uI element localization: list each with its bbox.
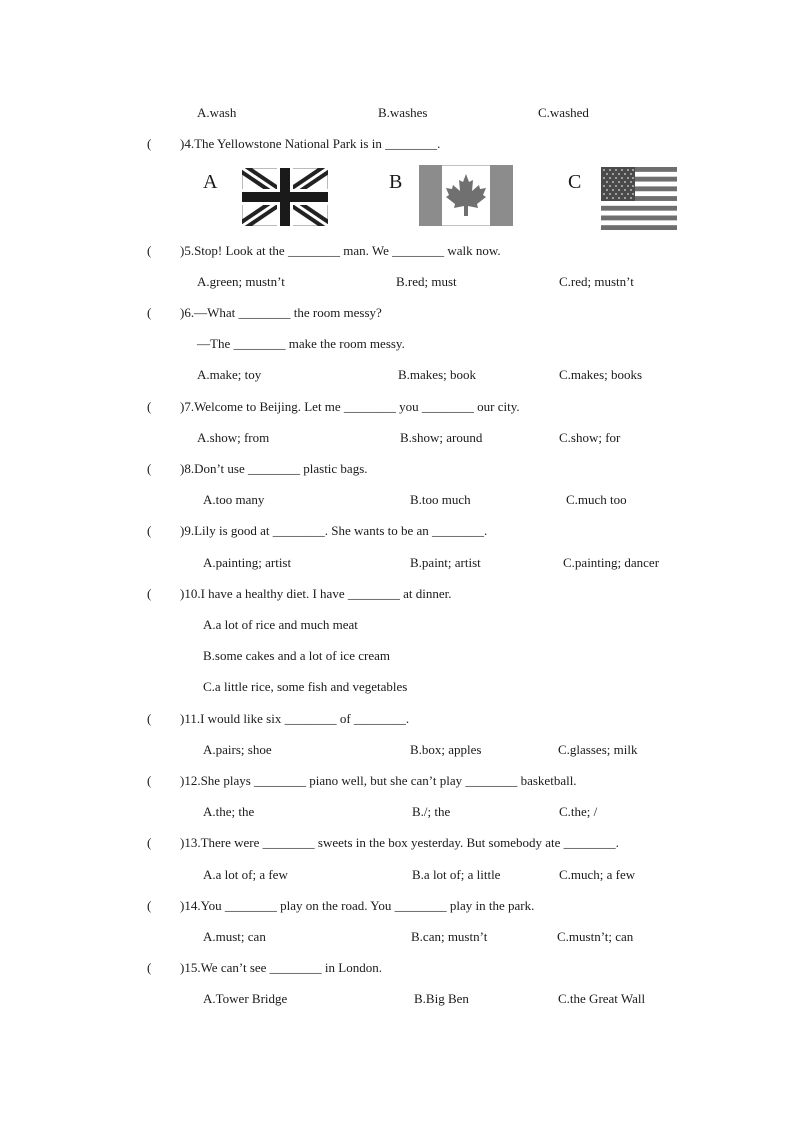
- q5-option-a: A.green; mustn’t: [197, 274, 285, 289]
- q12-answer-bracket: (: [147, 773, 152, 788]
- q14-question: )14.You ________ play on the road. You ________ play in the park.: [180, 898, 535, 913]
- uk-flag-icon: [242, 168, 328, 226]
- q15-question: )15.We can’t see ________ in London.: [180, 960, 382, 975]
- q6-answer-bracket: (: [147, 305, 152, 320]
- q14-option-c: C.mustn’t; can: [557, 929, 634, 944]
- q5-option-c: C.red; mustn’t: [559, 274, 634, 289]
- q4-answer-bracket: (: [147, 136, 152, 151]
- q9-option-b: B.paint; artist: [410, 555, 481, 570]
- q14-option-a: A.must; can: [203, 929, 266, 944]
- q6-option-c: C.makes; books: [559, 367, 643, 382]
- q14-option-b: B.can; mustn’t: [411, 929, 488, 944]
- q11-option-b: B.box; apples: [410, 742, 482, 757]
- q9-question: )9.Lily is good at ________. She wants to be an ________.: [180, 523, 488, 538]
- q7-option-c: C.show; for: [559, 430, 621, 445]
- q14-answer-bracket: (: [147, 898, 152, 913]
- q9-option-a: A.painting; artist: [203, 555, 292, 570]
- q4-question: )4.The Yellowstone National Park is in ________.: [180, 136, 441, 151]
- q12-question: )12.She plays ________ piano well, but she can’t play ________ basketball.: [180, 773, 577, 788]
- q6-question: )6.—What ________ the room messy?: [180, 305, 382, 320]
- q8-question: )8.Don’t use ________ plastic bags.: [180, 461, 368, 476]
- q7-answer-bracket: (: [147, 399, 152, 414]
- q7-option-b: B.show; around: [400, 430, 483, 445]
- q12-option-b: B./; the: [412, 804, 451, 819]
- canada-flag-icon: [419, 165, 513, 226]
- q12-option-c: C.the; /: [559, 804, 598, 819]
- q11-option-c: C.glasses; milk: [558, 742, 638, 757]
- q13-option-c: C.much; a few: [559, 867, 636, 882]
- q8-option-a: A.too many: [203, 492, 265, 507]
- q5-option-b: B.red; must: [396, 274, 457, 289]
- q3-option-b: B.washes: [378, 105, 428, 120]
- q8-answer-bracket: (: [147, 461, 152, 476]
- q13-question: )13.There were ________ sweets in the box yesterday. But somebody ate ________.: [180, 835, 619, 850]
- q12-option-a: A.the; the: [203, 804, 255, 819]
- q4-option-a-label: A: [203, 171, 218, 193]
- q4-option-c-label: C: [568, 171, 582, 193]
- q13-answer-bracket: (: [147, 835, 152, 850]
- q13-option-a: A.a lot of; a few: [203, 867, 288, 882]
- q10-option-b: B.some cakes and a lot of ice cream: [203, 648, 390, 663]
- q11-question: )11.I would like six ________ of ________.: [180, 711, 410, 726]
- q6-question-line2: —The ________ make the room messy.: [197, 336, 405, 351]
- q15-answer-bracket: (: [147, 960, 152, 975]
- q15-option-b: B.Big Ben: [414, 991, 469, 1006]
- q9-answer-bracket: (: [147, 523, 152, 538]
- q11-option-a: A.pairs; shoe: [203, 742, 272, 757]
- q10-answer-bracket: (: [147, 586, 152, 601]
- q6-option-a: A.make; toy: [197, 367, 262, 382]
- q3-option-c: C.washed: [538, 105, 589, 120]
- q7-question: )7.Welcome to Beijing. Let me ________ you ________ our city.: [180, 399, 520, 414]
- q13-option-b: B.a lot of; a little: [412, 867, 501, 882]
- usa-flag-icon: [601, 167, 677, 230]
- q5-answer-bracket: (: [147, 243, 152, 258]
- q8-option-c: C.much too: [566, 492, 627, 507]
- q10-option-a: A.a lot of rice and much meat: [203, 617, 358, 632]
- q15-option-a: A.Tower Bridge: [203, 991, 288, 1006]
- q8-option-b: B.too much: [410, 492, 471, 507]
- q11-answer-bracket: (: [147, 711, 152, 726]
- q7-option-a: A.show; from: [197, 430, 270, 445]
- q9-option-c: C.painting; dancer: [563, 555, 660, 570]
- q6-option-b: B.makes; book: [398, 367, 476, 382]
- q4-option-b-label: B: [389, 171, 403, 193]
- q3-option-a: A.wash: [197, 105, 237, 120]
- q15-option-c: C.the Great Wall: [558, 991, 646, 1006]
- q5-question: )5.Stop! Look at the ________ man. We ________ walk now.: [180, 243, 501, 258]
- q10-question: )10.I have a healthy diet. I have ________ at dinner.: [180, 586, 452, 601]
- q10-option-c: C.a little rice, some fish and vegetables: [203, 679, 408, 694]
